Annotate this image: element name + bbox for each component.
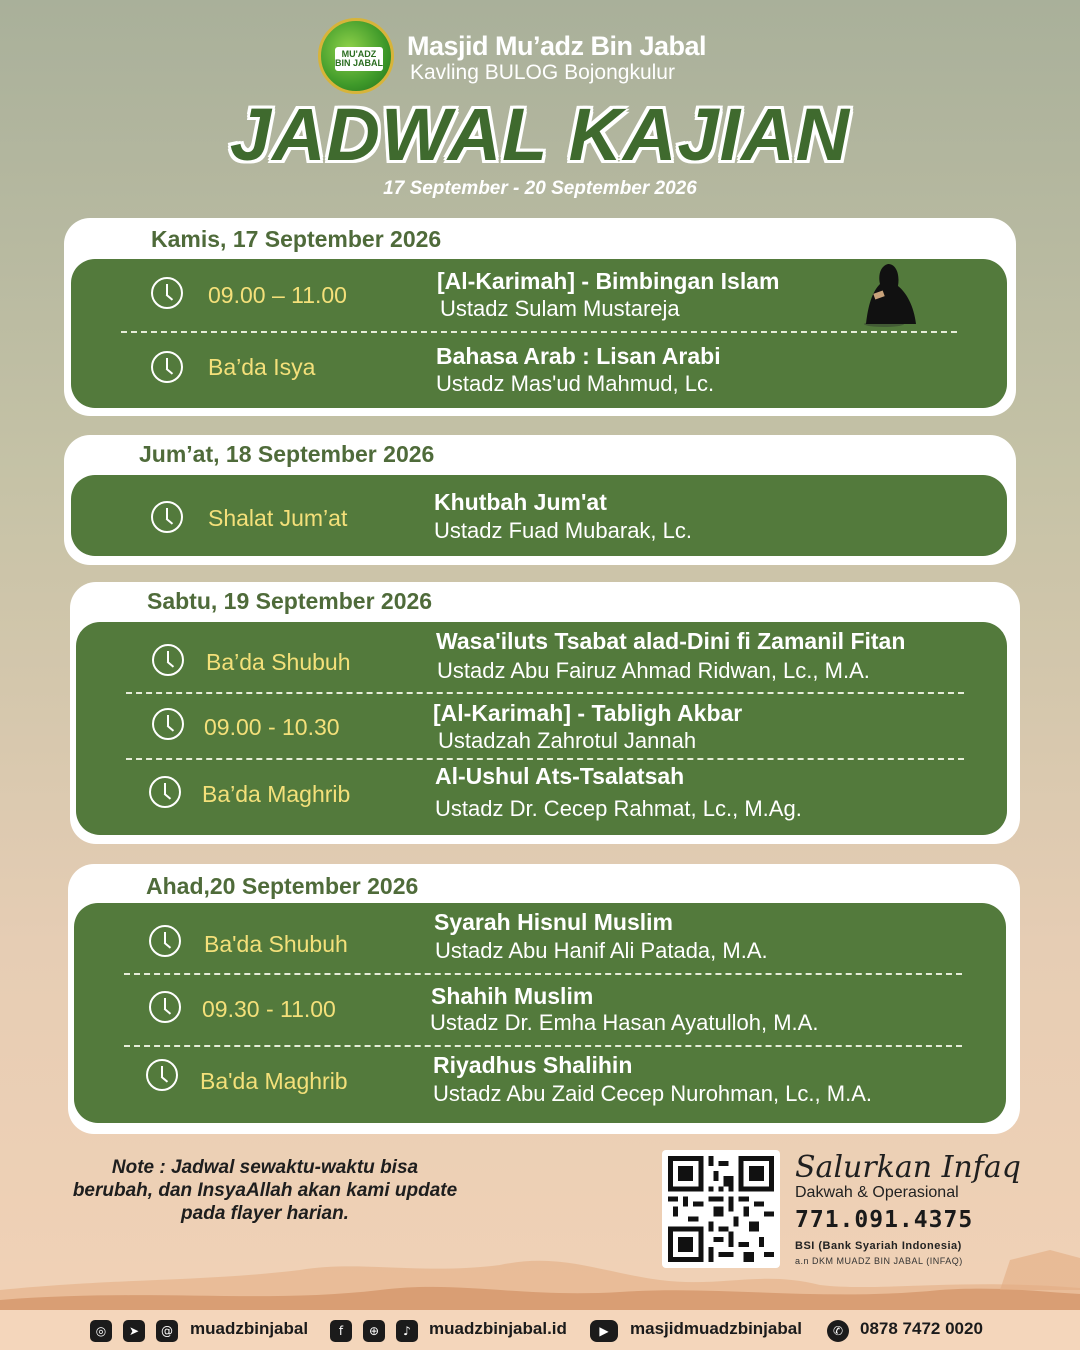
account-name: a.n DKM MUADZ BIN JABAL (INFAQ)	[795, 1256, 963, 1266]
session-topic: [Al-Karimah] - Tabligh Akbar	[433, 700, 743, 726]
globe-icon[interactable]: ⊕	[363, 1320, 385, 1342]
session-time: 09.00 – 11.00	[208, 282, 347, 308]
session-topic: Bahasa Arab : Lisan Arabi	[436, 343, 721, 369]
youtube-icon[interactable]: ▶	[590, 1320, 618, 1342]
clock-icon	[149, 776, 181, 808]
telegram-icon[interactable]: ➤	[123, 1320, 145, 1342]
tiktok-icon[interactable]: ♪	[396, 1320, 418, 1342]
clock-icon	[149, 991, 181, 1023]
session-topic: Riyadhus Shalihin	[433, 1052, 633, 1078]
session-time: Ba’da Shubuh	[206, 649, 351, 675]
account-number: 771.091.4375	[795, 1207, 974, 1233]
bank-name: BSI (Bank Syariah Indonesia)	[795, 1240, 962, 1252]
session-row	[74, 1047, 1006, 1123]
qr-code[interactable]	[662, 1150, 780, 1268]
session-row	[71, 475, 1007, 556]
session-topic: [Al-Karimah] - Bimbingan Islam	[437, 268, 780, 294]
social-handle[interactable]: muadzbinjabal	[190, 1319, 309, 1338]
instagram-icon[interactable]: ◎	[90, 1320, 112, 1342]
logo-text-2: BIN JABAL	[335, 58, 384, 68]
clock-icon	[152, 644, 184, 676]
date-range: 17 September - 20 September 2026	[383, 178, 697, 199]
logo-badge	[335, 47, 383, 71]
website-link[interactable]: muadzbinjabal.id	[429, 1319, 567, 1338]
session-row	[76, 694, 1007, 758]
session-time: Ba’da Isya	[208, 354, 316, 380]
session-speaker: Ustadz Sulam Mustareja	[440, 296, 680, 321]
youtube-channel[interactable]: masjidmuadzbinjabal	[630, 1319, 802, 1338]
clock-icon	[151, 501, 183, 533]
session-time: Ba’da Maghrib	[202, 781, 351, 807]
clock-icon	[151, 277, 183, 309]
day-title: Sabtu, 19 September 2026	[147, 588, 433, 614]
session-topic: Wasa'iluts Tsabat alad-Dini fi Zamanil Fitan	[436, 628, 906, 654]
mosque-logo	[318, 18, 394, 94]
logo-text-1: MU'ADZ	[341, 49, 377, 59]
mosque-name: Masjid Mu’adz Bin Jabal	[407, 31, 707, 61]
session-panel	[74, 903, 1006, 1123]
clock-icon	[151, 351, 183, 383]
phone-number[interactable]: 0878 7472 0020	[860, 1319, 983, 1338]
page-title: JADWAL KAJIAN	[229, 93, 851, 176]
whatsapp-icon[interactable]: ✆	[827, 1320, 849, 1342]
session-speaker: Ustadzah Zahrotul Jannah	[438, 728, 697, 753]
clock-icon	[149, 925, 181, 957]
footer-bar	[0, 1310, 1080, 1350]
session-row	[71, 333, 1007, 405]
session-row	[74, 903, 1006, 973]
session-speaker: Ustadz Mas'ud Mahmud, Lc.	[436, 371, 715, 396]
clock-icon	[152, 708, 184, 740]
session-row	[74, 975, 1006, 1045]
infaq-title: Salurkan Infaq	[795, 1150, 1021, 1185]
session-time: Ba'da Maghrib	[200, 1068, 348, 1094]
session-speaker: Ustadz Abu Hanif Ali Patada, M.A.	[435, 938, 768, 963]
day-card-jumat	[64, 435, 1016, 565]
clock-icon	[146, 1059, 178, 1091]
day-title: Ahad,20 September 2026	[146, 873, 419, 899]
session-topic: Shahih Muslim	[431, 983, 594, 1009]
day-title: Jum’at, 18 September 2026	[139, 441, 435, 467]
day-card-ahad	[68, 864, 1020, 1134]
session-time: Shalat Jum’at	[208, 505, 348, 531]
mosque-location: Kavling BULOG Bojongkulur	[410, 61, 675, 84]
session-time: Ba'da Shubuh	[204, 931, 348, 957]
infaq-subtitle: Dakwah & Operasional	[795, 1184, 959, 1201]
session-speaker: Ustadz Abu Zaid Cecep Nurohman, Lc., M.A.	[433, 1081, 872, 1106]
session-speaker: Ustadz Dr. Cecep Rahmat, Lc., M.Ag.	[435, 796, 802, 821]
facebook-icon[interactable]: f	[330, 1320, 352, 1342]
session-time: 09.00 - 10.30	[204, 714, 340, 740]
day-title: Kamis, 17 September 2026	[151, 226, 442, 252]
session-topic: Syarah Hisnul Muslim	[434, 909, 674, 935]
session-panel	[71, 475, 1007, 556]
reader-silhouette-icon	[862, 262, 920, 328]
session-speaker: Ustadz Dr. Emha Hasan Ayatulloh, M.A.	[430, 1010, 819, 1035]
session-speaker: Ustadz Abu Fairuz Ahmad Ridwan, Lc., M.A.	[437, 658, 870, 683]
session-topic: Khutbah Jum'at	[434, 489, 607, 515]
day-card-sabtu	[70, 582, 1020, 844]
schedule-note: Note : Jadwal sewaktu-waktu bisa berubah, dan InsyaAllah akan kami update pada flayer harian.	[72, 1157, 458, 1224]
session-topic: Al-Ushul Ats-Tsalatsah	[435, 763, 685, 789]
session-speaker: Ustadz Fuad Mubarak, Lc.	[434, 518, 693, 543]
session-row	[76, 760, 1007, 835]
session-row	[76, 622, 1007, 692]
session-time: 09.30 - 11.00	[202, 996, 336, 1022]
threads-icon[interactable]: @	[156, 1320, 178, 1342]
session-panel	[76, 622, 1007, 835]
